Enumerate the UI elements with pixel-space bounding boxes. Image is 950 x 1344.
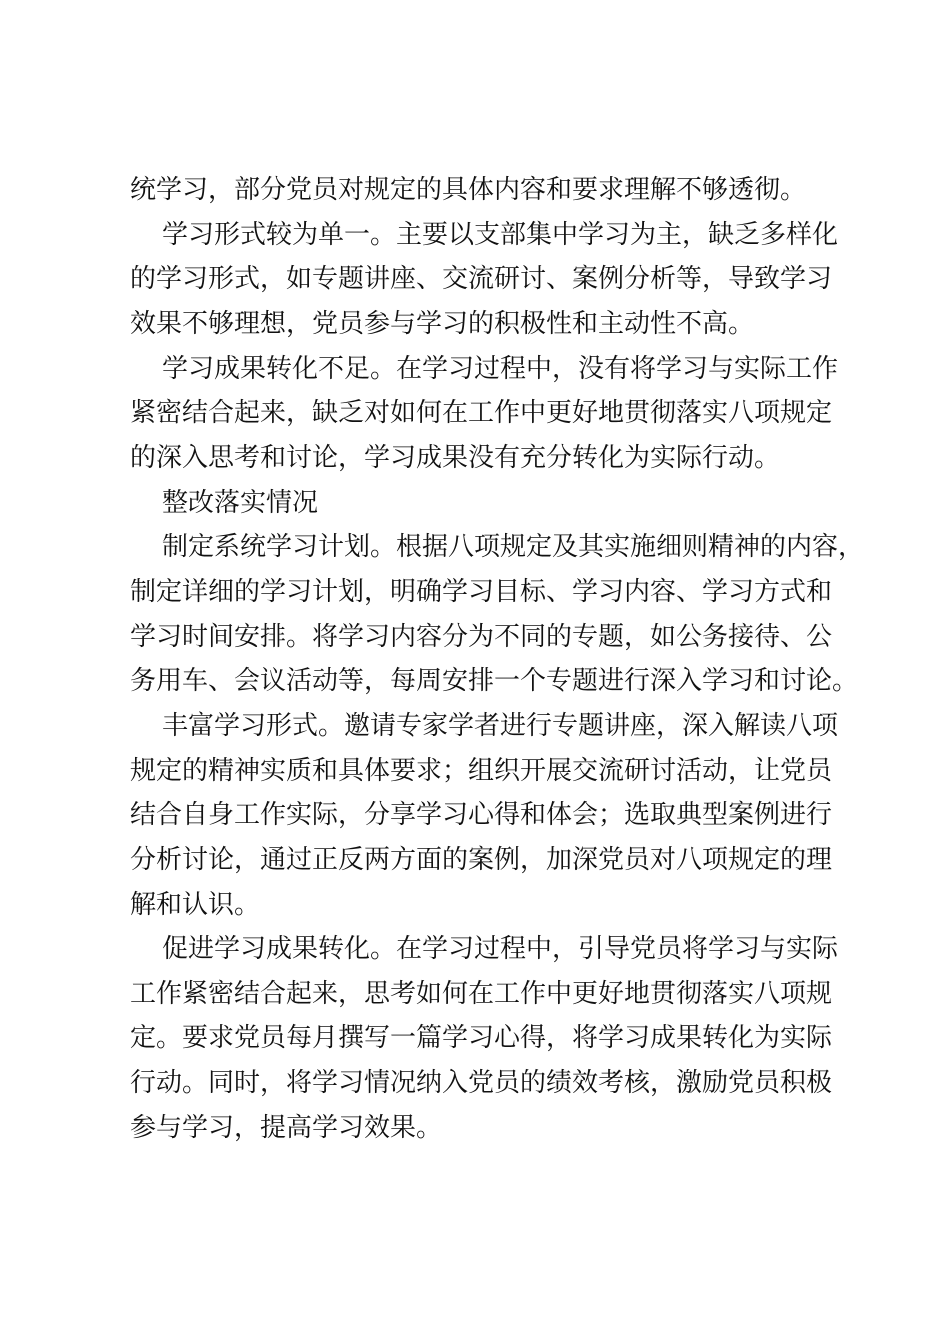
text-line: 工作紧密结合起来，思考如何在工作中更好地贯彻落实八项规 — [130, 978, 833, 1009]
text-line: 丰富学习形式。邀请专家学者进行专题讲座，深入解读八项 — [162, 710, 839, 741]
text-line: 统学习，部分党员对规定的具体内容和要求理解不够透彻。 — [130, 175, 807, 205]
text-line: 定。要求党员每月撰写一篇学习心得，将学习成果转化为实际 — [130, 1023, 833, 1054]
text-line: 整改落实情况 — [162, 487, 319, 518]
text-line: 制定详细的学习计划，明确学习目标、学习内容、学习方式和 — [130, 576, 833, 607]
text-line: 学习形式较为单一。主要以支部集中学习为主，缺乏多样化 — [162, 219, 839, 250]
paragraph — [130, 927, 839, 1150]
text-line: 效果不够理想，党员参与学习的积极性和主动性不高。 — [130, 308, 755, 339]
text-line: 务用车、会议活动等，每周安排一个专题进行深入学习和讨论。 — [130, 666, 859, 697]
text-line: 学习时间安排。将学习内容分为不同的专题，如公务接待、公 — [130, 621, 833, 652]
paragraph — [130, 213, 839, 347]
text-line: 行动。同时，将学习情况纳入党员的绩效考核，激励党员积极 — [130, 1068, 833, 1099]
text-line: 紧密结合起来，缺乏对如何在工作中更好地贯彻落实八项规定 — [130, 398, 833, 429]
text-line: 的学习形式，如专题讲座、交流研讨、案例分析等，导致学习 — [130, 264, 833, 295]
section-heading — [130, 481, 832, 526]
text-line: 结合自身工作实际，分享学习心得和体会；选取典型案例进行 — [130, 800, 833, 831]
document-body — [130, 168, 865, 1150]
paragraph — [130, 525, 865, 704]
paragraph — [130, 168, 832, 213]
text-line: 的深入思考和讨论，学习成果没有充分转化为实际行动。 — [130, 442, 781, 473]
paragraph — [130, 347, 839, 481]
paragraph — [130, 704, 839, 927]
text-line: 解和认识。 — [130, 889, 261, 920]
text-line: 参与学习，提高学习效果。 — [130, 1112, 443, 1143]
text-line: 规定的精神实质和具体要求；组织开展交流研讨活动，让党员 — [130, 755, 833, 786]
text-line: 分析讨论，通过正反两方面的案例，加深党员对八项规定的理 — [130, 844, 833, 875]
text-line: 促进学习成果转化。在学习过程中，引导党员将学习与实际 — [162, 934, 839, 965]
text-line: 学习成果转化不足。在学习过程中，没有将学习与实际工作 — [162, 353, 839, 384]
text-line: 制定系统学习计划。根据八项规定及其实施细则精神的内容， — [162, 532, 865, 563]
